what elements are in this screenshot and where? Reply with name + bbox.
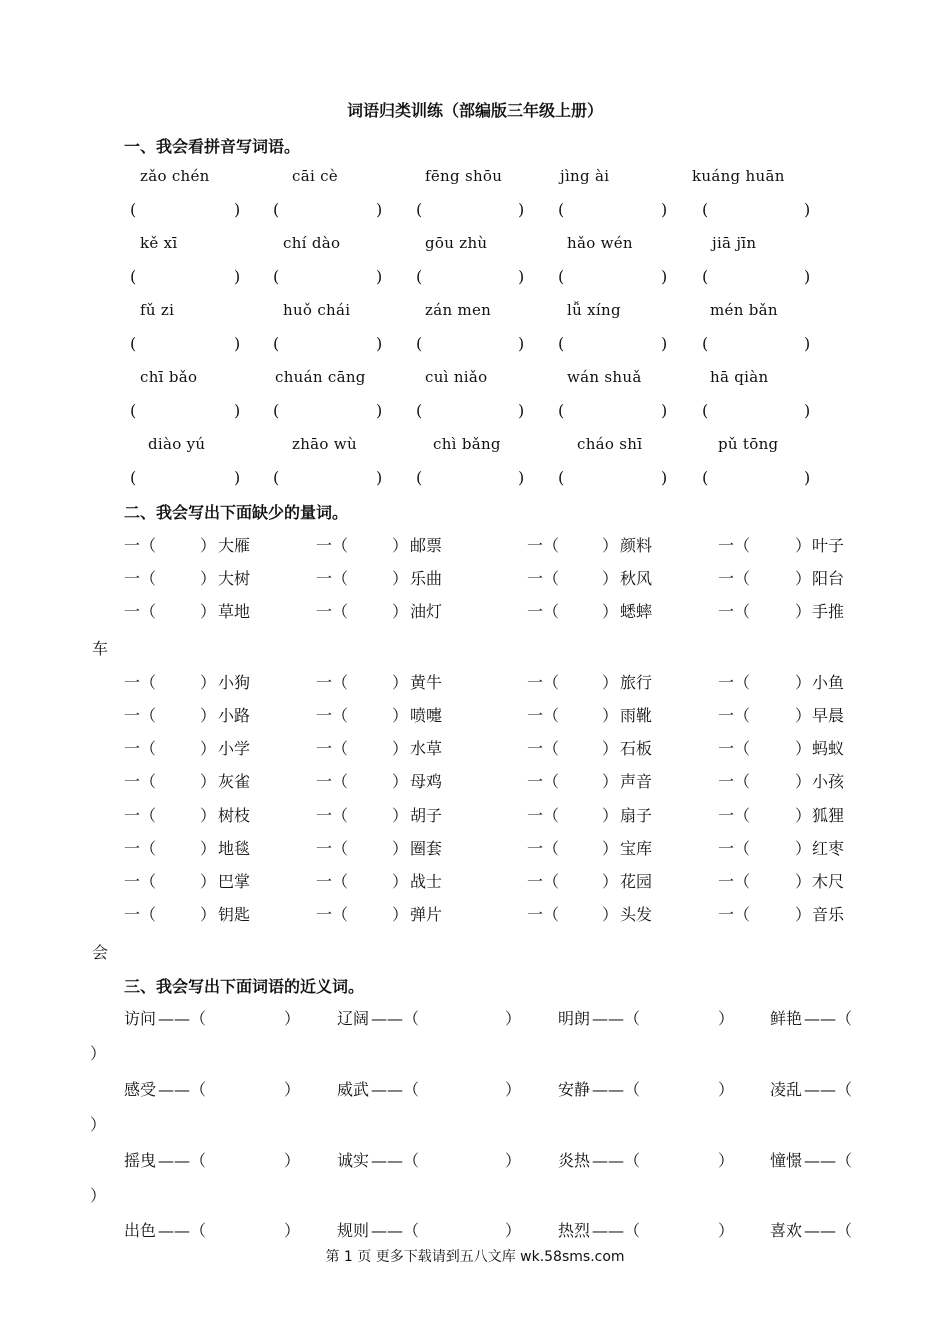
answer-bracket-close: ) [804, 401, 811, 420]
pinyin-label: kě xī [140, 234, 178, 252]
measure-blank-close: ） [392, 905, 409, 924]
pinyin-label: kuáng huān [692, 167, 785, 185]
answer-bracket-open: ( [416, 468, 423, 487]
measure-blank-close: ） [602, 602, 619, 621]
measure-prefix: 一（ [124, 839, 157, 858]
measure-prefix: 一（ [718, 905, 751, 924]
measure-prefix: 一（ [124, 706, 157, 725]
measure-blank-close: ） [200, 706, 217, 725]
measure-prefix: 一（ [316, 706, 349, 725]
measure-blank-close: ） [602, 806, 619, 825]
measure-prefix: 一（ [316, 905, 349, 924]
measure-prefix: 一（ [316, 839, 349, 858]
answer-bracket-close: ) [234, 468, 241, 487]
synonym-blank-close: ） [90, 1044, 107, 1063]
answer-bracket-close: ) [376, 468, 383, 487]
measure-noun: 旅行 [620, 673, 653, 692]
synonym-blank-open: ——（ [804, 1009, 853, 1028]
wrapped-text: 车 [92, 639, 109, 658]
measure-noun: 水草 [410, 739, 443, 758]
measure-blank-close: ） [602, 772, 619, 791]
section3-heading: 三、我会写出下面词语的近义词。 [124, 977, 365, 996]
answer-bracket-open: ( [558, 267, 565, 286]
pinyin-label: zǎo chén [140, 167, 210, 185]
synonym-source-word: 明朗 [558, 1009, 591, 1028]
synonym-blank-close: ） [90, 1186, 107, 1205]
measure-noun: 宝库 [620, 839, 653, 858]
answer-bracket-close: ) [376, 401, 383, 420]
answer-bracket-open: ( [273, 267, 280, 286]
synonym-blank-open: ——（ [371, 1009, 420, 1028]
measure-noun: 头发 [620, 905, 653, 924]
measure-noun: 油灯 [410, 602, 443, 621]
synonym-source-word: 出色 [124, 1221, 157, 1240]
measure-noun: 阳台 [812, 569, 845, 588]
pinyin-label: chī bǎo [140, 368, 198, 386]
answer-bracket-open: ( [702, 468, 709, 487]
measure-blank-close: ） [392, 536, 409, 555]
measure-noun: 手推 [812, 602, 845, 621]
measure-noun: 小路 [218, 706, 251, 725]
measure-prefix: 一（ [527, 739, 560, 758]
page-footer: 第 1 页 更多下载请到五八文库 wk.58sms.com [325, 1249, 625, 1265]
measure-noun: 地毯 [218, 839, 251, 858]
measure-prefix: 一（ [124, 905, 157, 924]
measure-prefix: 一（ [718, 872, 751, 891]
answer-bracket-close: ) [518, 267, 525, 286]
pinyin-label: gōu zhù [425, 234, 488, 252]
pinyin-label: zán men [425, 301, 492, 319]
measure-blank-close: ） [602, 706, 619, 725]
answer-bracket-open: ( [558, 401, 565, 420]
measure-noun: 蚂蚁 [812, 739, 845, 758]
measure-prefix: 一（ [124, 872, 157, 891]
answer-bracket-open: ( [130, 267, 137, 286]
pinyin-label: chì bǎng [433, 435, 501, 453]
measure-noun: 树枝 [218, 806, 251, 825]
synonym-blank-open: ——（ [371, 1080, 420, 1099]
answer-bracket-close: ) [518, 401, 525, 420]
synonym-blank-close: ） [284, 1080, 301, 1099]
answer-bracket-open: ( [273, 468, 280, 487]
answer-bracket-close: ) [376, 200, 383, 219]
measure-prefix: 一（ [316, 602, 349, 621]
synonym-blank-close: ） [284, 1009, 301, 1028]
measure-noun: 战士 [410, 872, 443, 891]
measure-blank-close: ） [392, 673, 409, 692]
answer-bracket-open: ( [130, 401, 137, 420]
pinyin-label: cuì niǎo [425, 368, 488, 386]
measure-blank-close: ） [602, 569, 619, 588]
answer-bracket-close: ) [518, 468, 525, 487]
measure-prefix: 一（ [718, 706, 751, 725]
measure-blank-close: ） [392, 772, 409, 791]
pinyin-label: fǔ zi [140, 301, 175, 319]
measure-blank-close: ） [602, 536, 619, 555]
answer-bracket-close: ) [234, 267, 241, 286]
measure-blank-close: ） [392, 872, 409, 891]
measure-blank-close: ） [392, 569, 409, 588]
synonym-source-word: 喜欢 [770, 1221, 803, 1240]
measure-blank-close: ） [392, 739, 409, 758]
measure-prefix: 一（ [718, 673, 751, 692]
measure-prefix: 一（ [527, 839, 560, 858]
synonym-blank-open: ——（ [158, 1221, 207, 1240]
pinyin-label: diào yú [148, 435, 206, 453]
measure-blank-close: ） [795, 569, 812, 588]
measure-blank-close: ） [795, 872, 812, 891]
synonym-blank-close: ） [718, 1080, 735, 1099]
answer-bracket-open: ( [416, 200, 423, 219]
measure-prefix: 一（ [124, 673, 157, 692]
measure-prefix: 一（ [316, 872, 349, 891]
answer-bracket-open: ( [558, 200, 565, 219]
synonym-blank-open: ——（ [804, 1151, 853, 1170]
measure-blank-close: ） [602, 673, 619, 692]
synonym-blank-close: ） [505, 1151, 522, 1170]
measure-noun: 乐曲 [410, 569, 443, 588]
synonym-source-word: 凌乱 [770, 1080, 803, 1099]
answer-bracket-close: ) [661, 334, 668, 353]
measure-prefix: 一（ [316, 806, 349, 825]
measure-noun: 红枣 [812, 839, 845, 858]
measure-prefix: 一（ [124, 569, 157, 588]
measure-noun: 颜料 [620, 536, 653, 555]
answer-bracket-close: ) [661, 267, 668, 286]
measure-noun: 扇子 [620, 806, 653, 825]
measure-noun: 小孩 [812, 772, 845, 791]
measure-prefix: 一（ [527, 806, 560, 825]
synonym-blank-open: ——（ [371, 1221, 420, 1240]
measure-noun: 叶子 [812, 536, 845, 555]
measure-noun: 圈套 [410, 839, 443, 858]
measure-blank-close: ） [200, 905, 217, 924]
measure-noun: 胡子 [410, 806, 443, 825]
measure-prefix: 一（ [527, 905, 560, 924]
measure-noun: 大树 [218, 569, 251, 588]
measure-noun: 小狗 [218, 673, 251, 692]
measure-noun: 喷嚏 [410, 706, 443, 725]
measure-blank-close: ） [602, 905, 619, 924]
synonym-source-word: 炎热 [558, 1151, 591, 1170]
answer-bracket-close: ) [804, 468, 811, 487]
measure-noun: 黄牛 [410, 673, 443, 692]
synonym-blank-close: ） [718, 1221, 735, 1240]
pinyin-label: cāi cè [292, 167, 338, 185]
synonym-source-word: 感受 [124, 1080, 157, 1099]
pinyin-label: lǚ xíng [567, 301, 621, 319]
measure-blank-close: ） [200, 673, 217, 692]
measure-noun: 蟋蟀 [620, 602, 653, 621]
measure-noun: 狐狸 [812, 806, 845, 825]
synonym-blank-close: ） [505, 1009, 522, 1028]
synonym-blank-open: ——（ [592, 1009, 641, 1028]
measure-blank-close: ） [200, 806, 217, 825]
measure-noun: 灰雀 [218, 772, 251, 791]
measure-noun: 小鱼 [812, 673, 845, 692]
measure-prefix: 一（ [718, 739, 751, 758]
measure-blank-close: ） [200, 536, 217, 555]
pinyin-label: hǎo wén [567, 234, 633, 252]
measure-noun: 雨靴 [620, 706, 653, 725]
measure-blank-close: ） [200, 569, 217, 588]
measure-noun: 邮票 [410, 536, 443, 555]
measure-prefix: 一（ [718, 569, 751, 588]
pinyin-label: chí dào [283, 234, 341, 252]
synonym-blank-open: ——（ [804, 1080, 853, 1099]
answer-bracket-open: ( [416, 267, 423, 286]
synonym-source-word: 访问 [124, 1009, 157, 1028]
answer-bracket-open: ( [416, 401, 423, 420]
synonym-blank-close: ） [505, 1221, 522, 1240]
measure-noun: 木尺 [812, 872, 845, 891]
measure-noun: 弹片 [410, 905, 443, 924]
measure-blank-close: ） [200, 839, 217, 858]
answer-bracket-open: ( [273, 401, 280, 420]
synonym-blank-close: ） [90, 1115, 107, 1134]
measure-noun: 钥匙 [218, 905, 251, 924]
measure-prefix: 一（ [718, 536, 751, 555]
measure-blank-close: ） [200, 739, 217, 758]
measure-noun: 花园 [620, 872, 653, 891]
synonym-source-word: 安静 [558, 1080, 591, 1099]
measure-noun: 石板 [620, 739, 653, 758]
answer-bracket-close: ) [518, 200, 525, 219]
measure-blank-close: ） [795, 536, 812, 555]
pinyin-label: fēng shōu [425, 167, 503, 185]
synonym-source-word: 辽阔 [337, 1009, 370, 1028]
synonym-source-word: 憧憬 [770, 1151, 803, 1170]
measure-blank-close: ） [392, 839, 409, 858]
synonym-blank-close: ） [505, 1080, 522, 1099]
answer-bracket-close: ) [804, 200, 811, 219]
measure-prefix: 一（ [124, 806, 157, 825]
measure-prefix: 一（ [527, 602, 560, 621]
synonym-blank-close: ） [284, 1151, 301, 1170]
measure-prefix: 一（ [316, 569, 349, 588]
synonym-source-word: 摇曳 [124, 1151, 157, 1170]
measure-noun: 巴掌 [218, 872, 251, 891]
synonym-source-word: 规则 [337, 1221, 370, 1240]
measure-blank-close: ） [795, 739, 812, 758]
measure-prefix: 一（ [316, 536, 349, 555]
answer-bracket-close: ) [376, 334, 383, 353]
measure-blank-close: ） [602, 739, 619, 758]
synonym-blank-open: ——（ [158, 1009, 207, 1028]
measure-blank-close: ） [795, 905, 812, 924]
pinyin-label: zhāo wù [292, 435, 357, 453]
measure-prefix: 一（ [124, 602, 157, 621]
pinyin-label: pǔ tōng [718, 435, 779, 453]
measure-blank-close: ） [392, 602, 409, 621]
answer-bracket-open: ( [273, 334, 280, 353]
synonym-blank-close: ） [718, 1151, 735, 1170]
answer-bracket-close: ) [376, 267, 383, 286]
synonym-source-word: 诚实 [337, 1151, 370, 1170]
answer-bracket-open: ( [702, 200, 709, 219]
wrapped-text: 会 [92, 943, 109, 962]
synonym-blank-open: ——（ [804, 1221, 853, 1240]
answer-bracket-open: ( [558, 468, 565, 487]
measure-prefix: 一（ [316, 673, 349, 692]
answer-bracket-close: ) [661, 200, 668, 219]
measure-noun: 秋风 [620, 569, 653, 588]
measure-prefix: 一（ [316, 739, 349, 758]
measure-noun: 母鸡 [410, 772, 443, 791]
pinyin-label: hā qiàn [710, 368, 769, 386]
measure-noun: 早晨 [812, 706, 845, 725]
synonym-source-word: 鲜艳 [770, 1009, 803, 1028]
measure-noun: 音乐 [812, 905, 845, 924]
measure-blank-close: ） [200, 872, 217, 891]
measure-prefix: 一（ [527, 536, 560, 555]
measure-blank-close: ） [392, 706, 409, 725]
answer-bracket-open: ( [130, 334, 137, 353]
synonym-blank-close: ） [284, 1221, 301, 1240]
synonym-source-word: 热烈 [558, 1221, 591, 1240]
answer-bracket-close: ) [804, 334, 811, 353]
pinyin-label: cháo shī [577, 435, 643, 453]
measure-prefix: 一（ [527, 772, 560, 791]
synonym-blank-open: ——（ [371, 1151, 420, 1170]
measure-blank-close: ） [200, 602, 217, 621]
measure-blank-close: ） [602, 839, 619, 858]
answer-bracket-close: ) [661, 468, 668, 487]
measure-prefix: 一（ [527, 673, 560, 692]
measure-prefix: 一（ [718, 839, 751, 858]
pinyin-label: wán shuǎ [567, 368, 642, 386]
synonym-blank-open: ——（ [592, 1221, 641, 1240]
measure-blank-close: ） [602, 872, 619, 891]
synonym-blank-open: ——（ [158, 1080, 207, 1099]
synonym-source-word: 威武 [337, 1080, 370, 1099]
answer-bracket-open: ( [702, 267, 709, 286]
pinyin-label: chuán cāng [275, 368, 366, 386]
pinyin-label: jìng ài [560, 167, 610, 185]
document-title: 词语归类训练（部编版三年级上册） [346, 101, 603, 120]
section2-heading: 二、我会写出下面缺少的量词。 [124, 503, 349, 522]
measure-prefix: 一（ [124, 536, 157, 555]
synonym-blank-open: ——（ [592, 1080, 641, 1099]
measure-blank-close: ） [795, 706, 812, 725]
measure-noun: 草地 [218, 602, 251, 621]
measure-prefix: 一（ [316, 772, 349, 791]
measure-blank-close: ） [392, 806, 409, 825]
measure-prefix: 一（ [124, 772, 157, 791]
answer-bracket-close: ) [234, 334, 241, 353]
measure-prefix: 一（ [718, 772, 751, 791]
measure-blank-close: ） [795, 839, 812, 858]
answer-bracket-open: ( [702, 401, 709, 420]
answer-bracket-open: ( [273, 200, 280, 219]
measure-blank-close: ） [795, 772, 812, 791]
measure-blank-close: ） [795, 602, 812, 621]
measure-prefix: 一（ [527, 872, 560, 891]
answer-bracket-close: ) [518, 334, 525, 353]
measure-noun: 大雁 [218, 536, 251, 555]
measure-noun: 声音 [620, 772, 653, 791]
section1-heading: 一、我会看拼音写词语。 [124, 137, 301, 156]
synonym-blank-open: ——（ [158, 1151, 207, 1170]
pinyin-label: huǒ chái [283, 301, 351, 319]
answer-bracket-open: ( [558, 334, 565, 353]
measure-prefix: 一（ [527, 569, 560, 588]
measure-blank-close: ） [795, 673, 812, 692]
measure-prefix: 一（ [718, 602, 751, 621]
answer-bracket-close: ) [661, 401, 668, 420]
answer-bracket-open: ( [130, 468, 137, 487]
measure-blank-close: ） [795, 806, 812, 825]
measure-prefix: 一（ [124, 739, 157, 758]
measure-blank-close: ） [200, 772, 217, 791]
answer-bracket-close: ) [804, 267, 811, 286]
measure-prefix: 一（ [527, 706, 560, 725]
synonym-blank-close: ） [718, 1009, 735, 1028]
measure-noun: 小学 [218, 739, 251, 758]
answer-bracket-open: ( [130, 200, 137, 219]
measure-prefix: 一（ [718, 806, 751, 825]
answer-bracket-close: ) [234, 401, 241, 420]
answer-bracket-close: ) [234, 200, 241, 219]
pinyin-label: jiā jīn [712, 234, 757, 252]
synonym-blank-open: ——（ [592, 1151, 641, 1170]
pinyin-label: mén bǎn [710, 301, 778, 319]
answer-bracket-open: ( [702, 334, 709, 353]
answer-bracket-open: ( [416, 334, 423, 353]
